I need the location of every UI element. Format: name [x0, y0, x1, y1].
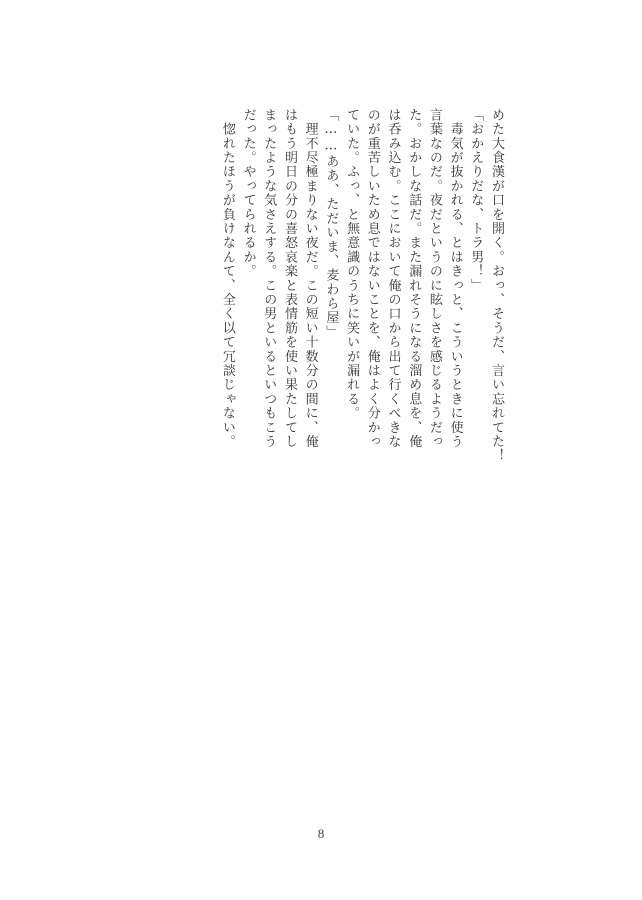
text-line: 毒気が抜かれる、とはきっと、こういうときに使う	[447, 108, 463, 449]
text-line: 「おかえりだな、トラ男！」	[468, 108, 484, 293]
text-line: 「……ああ、ただいま、麦わら屋」	[323, 108, 339, 340]
text-line: だった。やってられるか。	[240, 108, 256, 279]
text-line: は呑み込む。ここにおいて俺の口から出て行くべきな	[385, 108, 401, 449]
text-line: 言葉なのだ。夜だというのに眩しさを感じるようだっ	[426, 108, 442, 449]
body-text	[216, 108, 506, 468]
text-line: 理不尽極まりない夜だ。この短い十数分の間に、俺	[302, 108, 318, 449]
text-line: た。おかしな話だ。また漏れそうになる溜め息を、俺	[406, 108, 422, 449]
text-line: ていた。ふっ、と無意識のうちに笑いが漏れる。	[344, 108, 360, 421]
text-line: まったような気さえする。この男といるといつもこう	[261, 108, 277, 449]
text-line: 惚れたほうが負けなんて、全く以て冗談じゃない。	[219, 108, 235, 449]
text-line: はもう明日の分の喜怒哀楽と表情筋を使い果たしてし	[281, 108, 297, 449]
text-line: めた大食漢が口を開く。おっ、そうだ、言い忘れてた！	[489, 108, 504, 463]
text-line: のが重苦しいため息ではないことを、俺はよく分かっ	[364, 108, 380, 449]
page-number: 8	[317, 826, 325, 841]
